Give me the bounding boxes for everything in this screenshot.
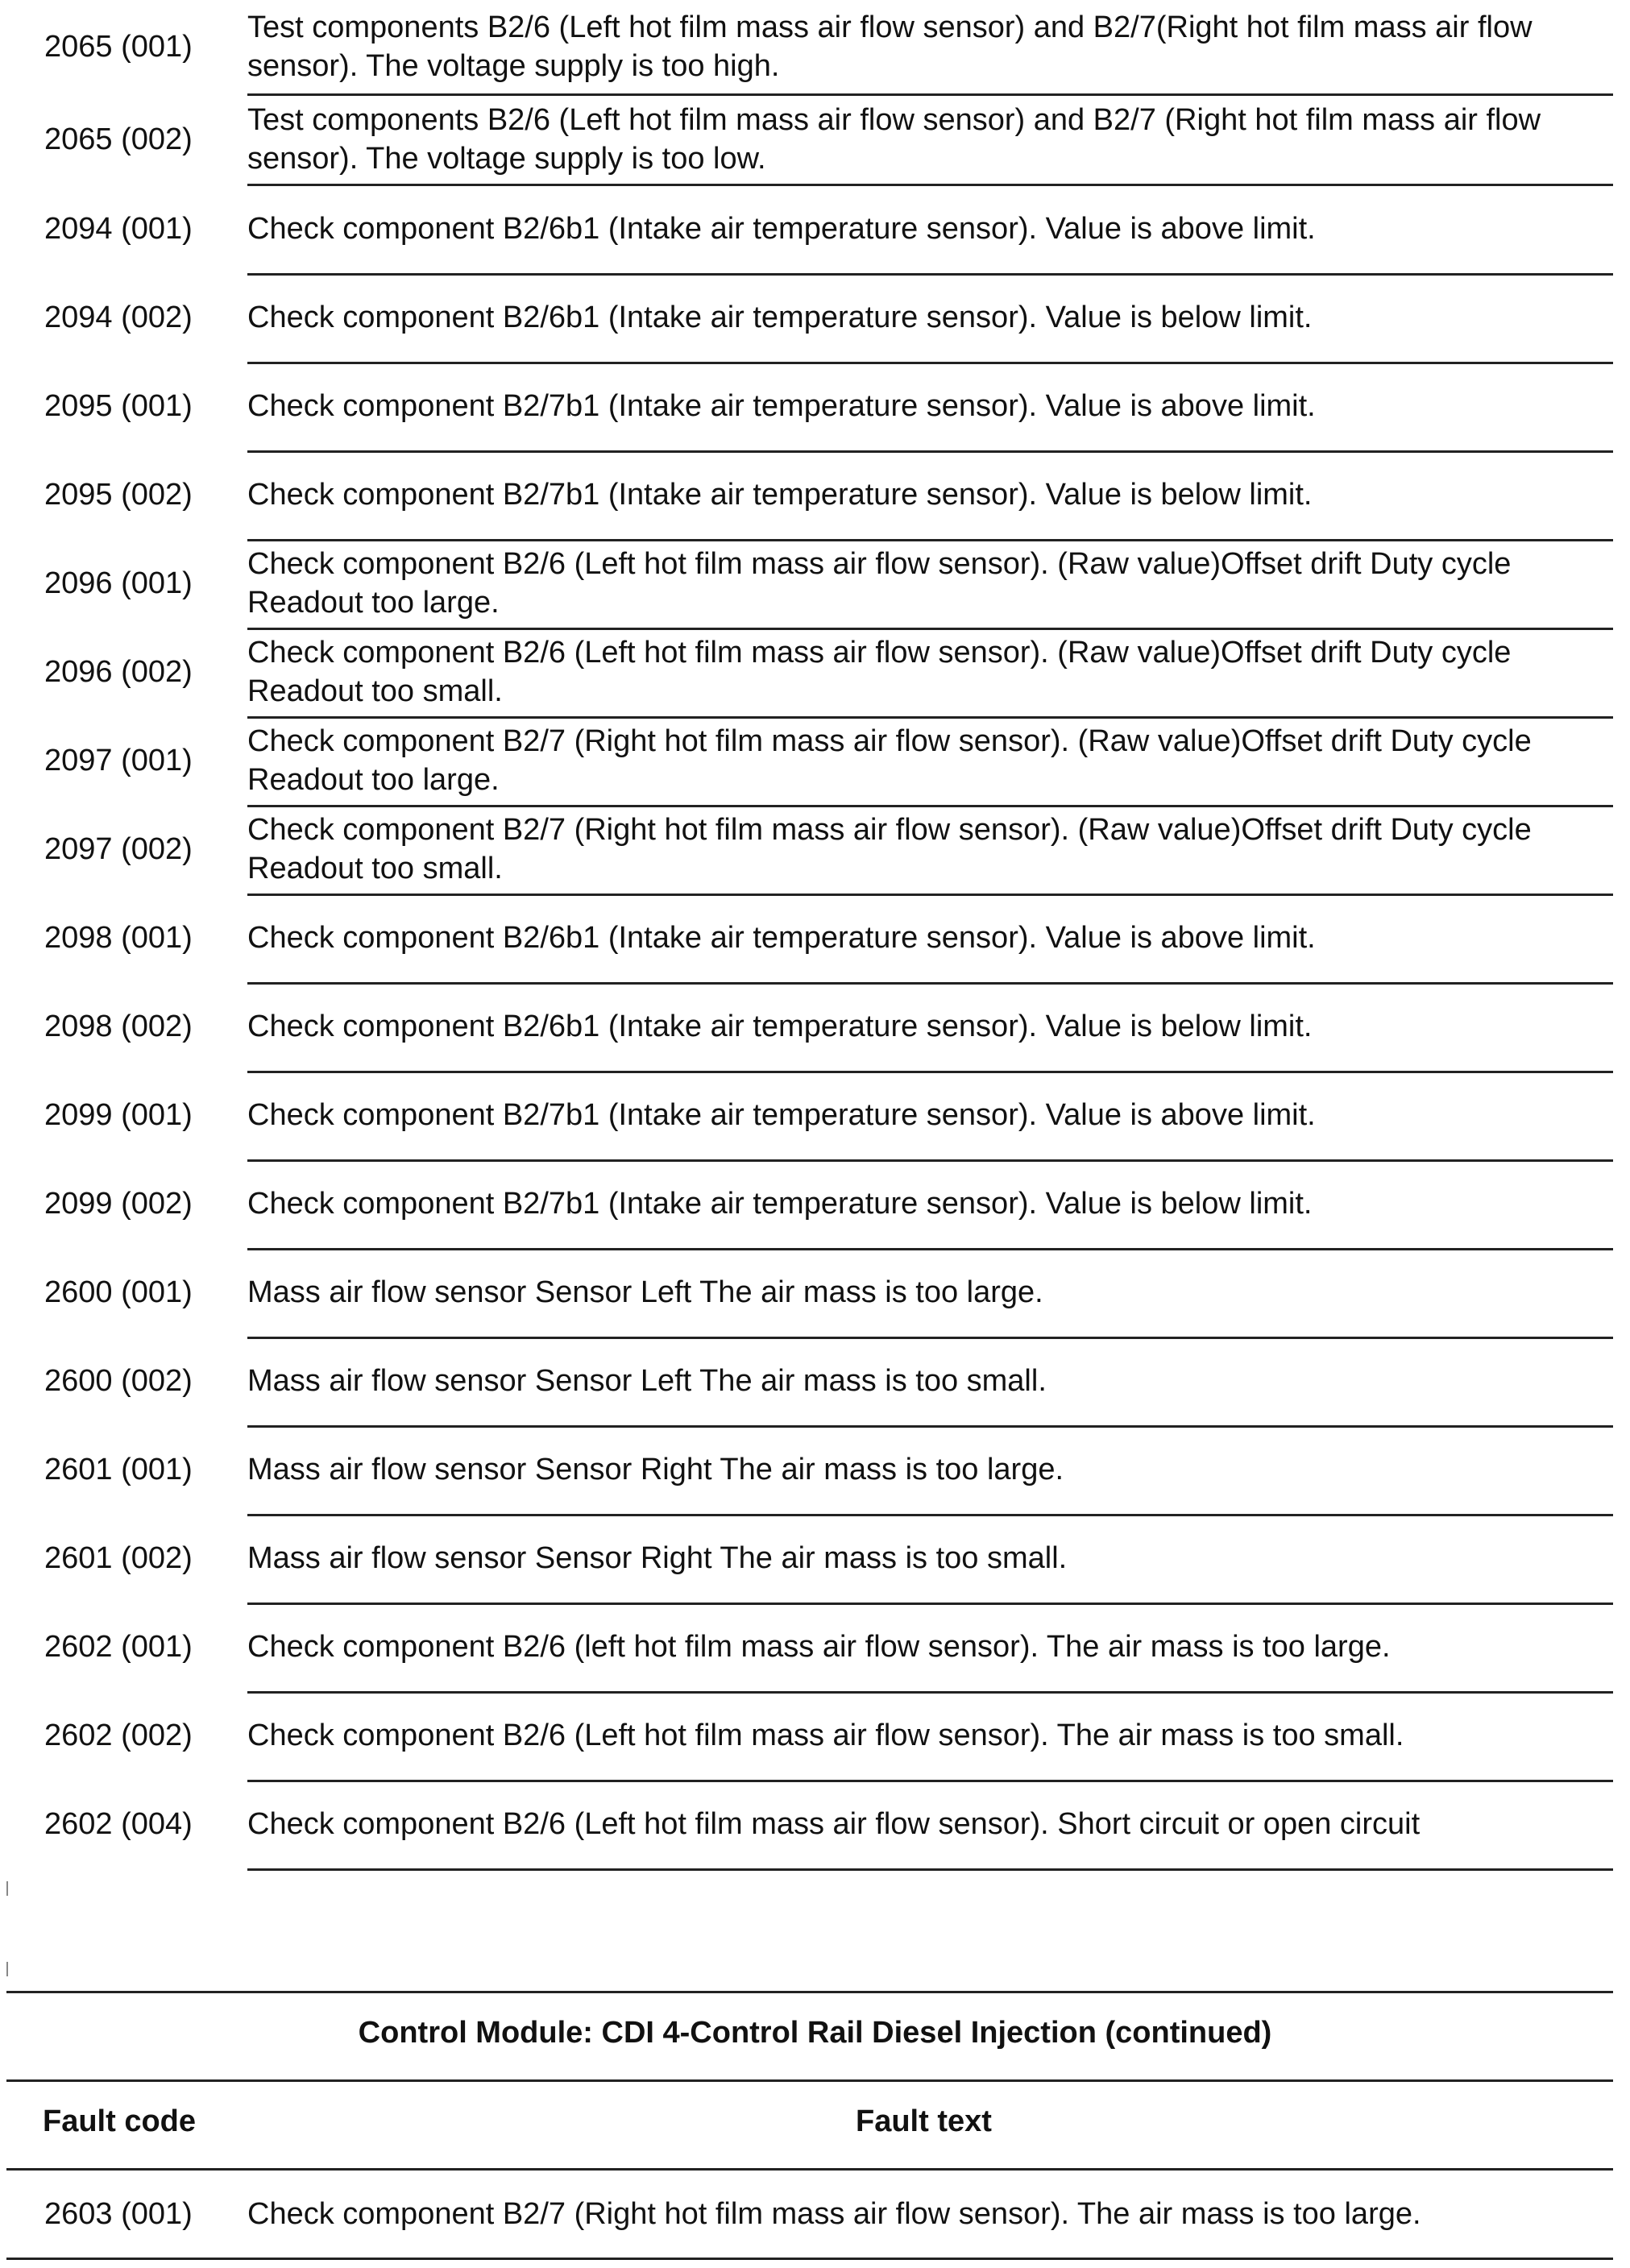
fault-text-cell: Check component B2/6 (Left hot film mass air flow sensor). (Raw value)Offset drift Duty cycle Readout too small. [247, 636, 1512, 708]
fault-text-cell: Check component B2/6 (Left hot film mass air flow sensor). (Raw value)Offset drift Duty cycle Readout too large. [247, 547, 1512, 620]
fault-text-cell: Check component B2/6b1 (Intake air temperature sensor). Value is above limit. [247, 212, 1316, 246]
column-header-fault-code: Fault code [43, 2104, 197, 2138]
fault-code-cell: 2098 (001) [44, 920, 193, 955]
fault-text-cell: Check component B2/6b1 (Intake air temperature sensor). Value is above limit. [247, 921, 1316, 955]
divider-before-title [6, 1991, 1613, 1993]
fault-text-cell: Check component B2/6b1 (Intake air temperature sensor). Value is below limit. [247, 1010, 1313, 1043]
fault-code-cell: 2099 (001) [44, 1097, 193, 1132]
fault-text-cell: Mass air flow sensor Sensor Left The air mass is too small. [247, 1364, 1047, 1398]
fault-code-cell: 2097 (002) [44, 831, 193, 866]
fault-code-cell: 2094 (001) [44, 211, 193, 246]
section-title: Control Module: CDI 4-Control Rail Diesel Injection (continued) [358, 2016, 1272, 2050]
fault-code-cell: 2601 (002) [44, 1540, 193, 1575]
divider-after-title [6, 2079, 1613, 2082]
fault-code-cell: 2600 (002) [44, 1363, 193, 1398]
fault-code-cell: 2602 (002) [44, 1718, 193, 1752]
fault-code-cell: 2097 (001) [44, 743, 193, 777]
table-row [0, 539, 1611, 628]
divider-bottom [6, 2258, 1613, 2260]
fault-text-cell: Mass air flow sensor Sensor Right The air mass is too large. [247, 1453, 1064, 1486]
table-row [0, 450, 1611, 539]
fault-code-cell: 2602 (004) [44, 1806, 193, 1841]
fault-code-cell: 2095 (001) [44, 388, 193, 423]
table-row [0, 628, 1611, 716]
table-row [0, 982, 1611, 1071]
fault-text-cell: Check component B2/7b1 (Intake air temperature sensor). Value is above limit. [247, 389, 1316, 423]
fault-code-cell: 2603 (001) [44, 2196, 193, 2231]
fault-text-cell: Check component B2/7 (Right hot film mass air flow sensor). (Raw value)Offset drift Duty cycle Readout too small. [247, 813, 1532, 885]
fault-code-cell: 2096 (001) [44, 566, 193, 600]
fault-text-cell: Check component B2/6 (left hot film mass air flow sensor). The air mass is too large. [247, 1630, 1391, 1664]
table-row [0, 185, 1611, 273]
table-row [0, 1514, 1611, 1603]
table-row [0, 2171, 1611, 2258]
table-row [0, 273, 1611, 362]
table-row [0, 0, 1611, 93]
fault-code-cell: 2094 (002) [44, 300, 193, 334]
table-row [0, 362, 1611, 450]
fault-text-cell: Mass air flow sensor Sensor Right The air mass is too small. [247, 1541, 1068, 1575]
edge-mark-top [6, 1881, 8, 1896]
fault-code-cell: 2600 (001) [44, 1275, 193, 1309]
fault-text-cell: Test components B2/6 (Left hot film mass air flow sensor) and B2/7 (Right hot film mass air flow sensor). The voltage supply is too low. [247, 103, 1541, 176]
fault-text-cell: Check component B2/7 (Right hot film mass air flow sensor). (Raw value)Offset drift Duty cycle Readout too large. [247, 724, 1532, 797]
table-row [0, 716, 1611, 805]
table-row [0, 894, 1611, 982]
table-row [0, 805, 1611, 894]
fault-text-cell: Test components B2/6 (Left hot film mass air flow sensor) and B2/7(Right hot film mass air flow sensor). The voltage supply is too high. [247, 10, 1533, 83]
column-header-fault-text: Fault text [856, 2104, 992, 2138]
table-row [0, 1603, 1611, 1691]
table-row [0, 1248, 1611, 1337]
fault-code-cell: 2096 (002) [44, 654, 193, 689]
fault-text-cell: Mass air flow sensor Sensor Left The air mass is too large. [247, 1275, 1043, 1309]
fault-text-cell: Check component B2/7 (Right hot film mass air flow sensor). The air mass is too large. [247, 2197, 1421, 2231]
fault-code-cell: 2601 (001) [44, 1452, 193, 1486]
fault-code-cell: 2602 (001) [44, 1629, 193, 1664]
table-row [0, 1337, 1611, 1425]
edge-mark-bottom [6, 1962, 8, 1976]
fault-text-cell: Check component B2/6 (Left hot film mass air flow sensor). The air mass is too small. [247, 1719, 1404, 1752]
table-row [0, 1691, 1611, 1780]
fault-code-cell: 2065 (002) [44, 122, 193, 156]
fault-code-cell: 2099 (002) [44, 1186, 193, 1221]
fault-text-cell: Check component B2/6 (Left hot film mass air flow sensor). Short circuit or open circuit [247, 1807, 1421, 1841]
table-row [0, 1071, 1611, 1159]
fault-code-cell: 2065 (001) [44, 29, 193, 64]
table-row [0, 1425, 1611, 1514]
fault-text-cell: Check component B2/7b1 (Intake air temperature sensor). Value is below limit. [247, 478, 1313, 512]
fault-text-cell: Check component B2/6b1 (Intake air temperature sensor). Value is below limit. [247, 301, 1313, 334]
table-row [0, 1159, 1611, 1248]
fault-code-cell: 2098 (002) [44, 1009, 193, 1043]
table-row [0, 95, 1611, 184]
fault-text-cell: Check component B2/7b1 (Intake air temperature sensor). Value is below limit. [247, 1187, 1313, 1221]
table-row [0, 1780, 1611, 1868]
row-divider [247, 1868, 1613, 1871]
fault-text-cell: Check component B2/7b1 (Intake air temperature sensor). Value is above limit. [247, 1098, 1316, 1132]
fault-code-cell: 2095 (002) [44, 477, 193, 512]
